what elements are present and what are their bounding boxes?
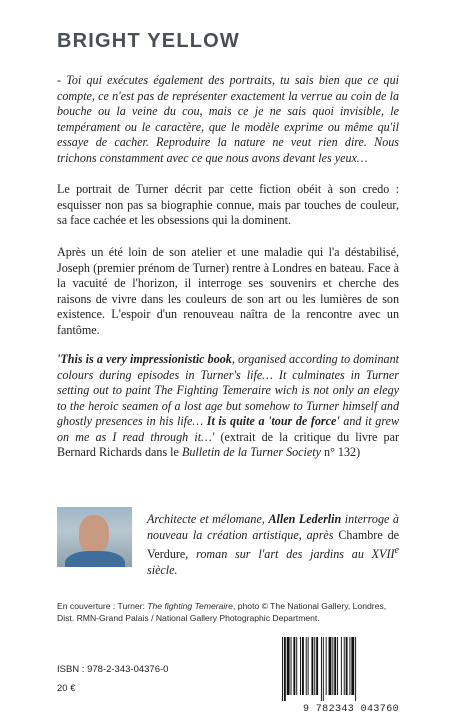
author-bio [147, 512, 399, 578]
review-credit-end: n° 132) [321, 445, 361, 459]
bio-intro: Architecte et mélomane, [147, 512, 269, 526]
bio-end: , roman sur l'art des jardins au XVII [185, 547, 395, 562]
review-text-end: and it grew on me as I read through it…' [57, 414, 400, 444]
review-bold-middle: It is quite a 'tour de force' [206, 414, 340, 428]
bio-superscript: e [394, 545, 399, 556]
bio-tail: siècle. [147, 562, 178, 577]
previous-book-title: Chambre de Verdure [147, 527, 399, 562]
review-bold-start: 'This is a very impressionistic book [57, 352, 232, 366]
description-paragraph: Le portrait de Turner décrit par cette fiction obéit à son credo : esquisser non pas sa biographie connue, mais par touches de couleur, sa face cachée et les obsessions qui la dominent. [57, 182, 399, 227]
isbn-text: ISBN : 978-2-343-04376-0 [57, 664, 169, 675]
barcode-bars [272, 637, 399, 701]
book-title: BRIGHT YELLOW [57, 30, 241, 52]
cover-credit-rest: , photo © The National Gallery, Londres, Dist. RMN-Grand Palais / National Gallery Photographic Department. [57, 601, 387, 623]
opening-quote: - Toi qui exécutes également des portraits, tu sais bien que ce qui compte, ce n'est pas de représenter exactement la verrue au coin de la bouche ou la veine du cou, mais ce je ne sais quoi invisible, le tempérament ou le caractère, que le modèle exprime ou même qu'il essaye de cacher. Reproduire la nature ne veut rien dire. Nous trichons constamment avec ce que nous avons devant les yeux… [57, 73, 399, 165]
author-name: Allen Lederlin [268, 512, 342, 526]
synopsis-paragraph: Après un été loin de son atelier et une maladie qui l'a déstabilisé, Joseph (premier prénom de Turner) rentre à Londres en bateau. Face à la vacuité de l'horizon, il interroge ses souvenirs et cherche des raisons de vivre dans les couleurs de son art ou les lumières de son existence. L'espoir d'un renouveau naîtra de la rencontre avec un fantôme. [57, 245, 399, 337]
author-face [79, 515, 109, 553]
author-portrait-photo [57, 507, 132, 567]
cover-credit [57, 601, 399, 624]
cover-credit-prefix: En couverture : Turner: [57, 601, 148, 611]
cover-artwork-title: The fighting Temeraire [147, 601, 233, 611]
author-shirt [65, 551, 125, 567]
review-excerpt [57, 352, 399, 461]
bio-middle: interroge à nouveau la création artistique, après [147, 512, 399, 542]
review-credit-source: Bulletin de la Turner Society [181, 445, 321, 459]
price-text: 20 € [57, 683, 76, 694]
review-credit: (extrait de la critique du livre par Bernard Richards dans le [57, 429, 399, 459]
barcode-digits: 9 782343 043760 [302, 704, 399, 715]
review-text: , organised according to dominant colours during episodes in Turner's life… It culminates in Turner setting out to paint The Fighting Temeraire wich is not only an elegy to the heroic seamen of a lost age but somehow to Turner himself and ghostly presences in his life… [57, 352, 399, 428]
barcode-icon [272, 637, 399, 715]
